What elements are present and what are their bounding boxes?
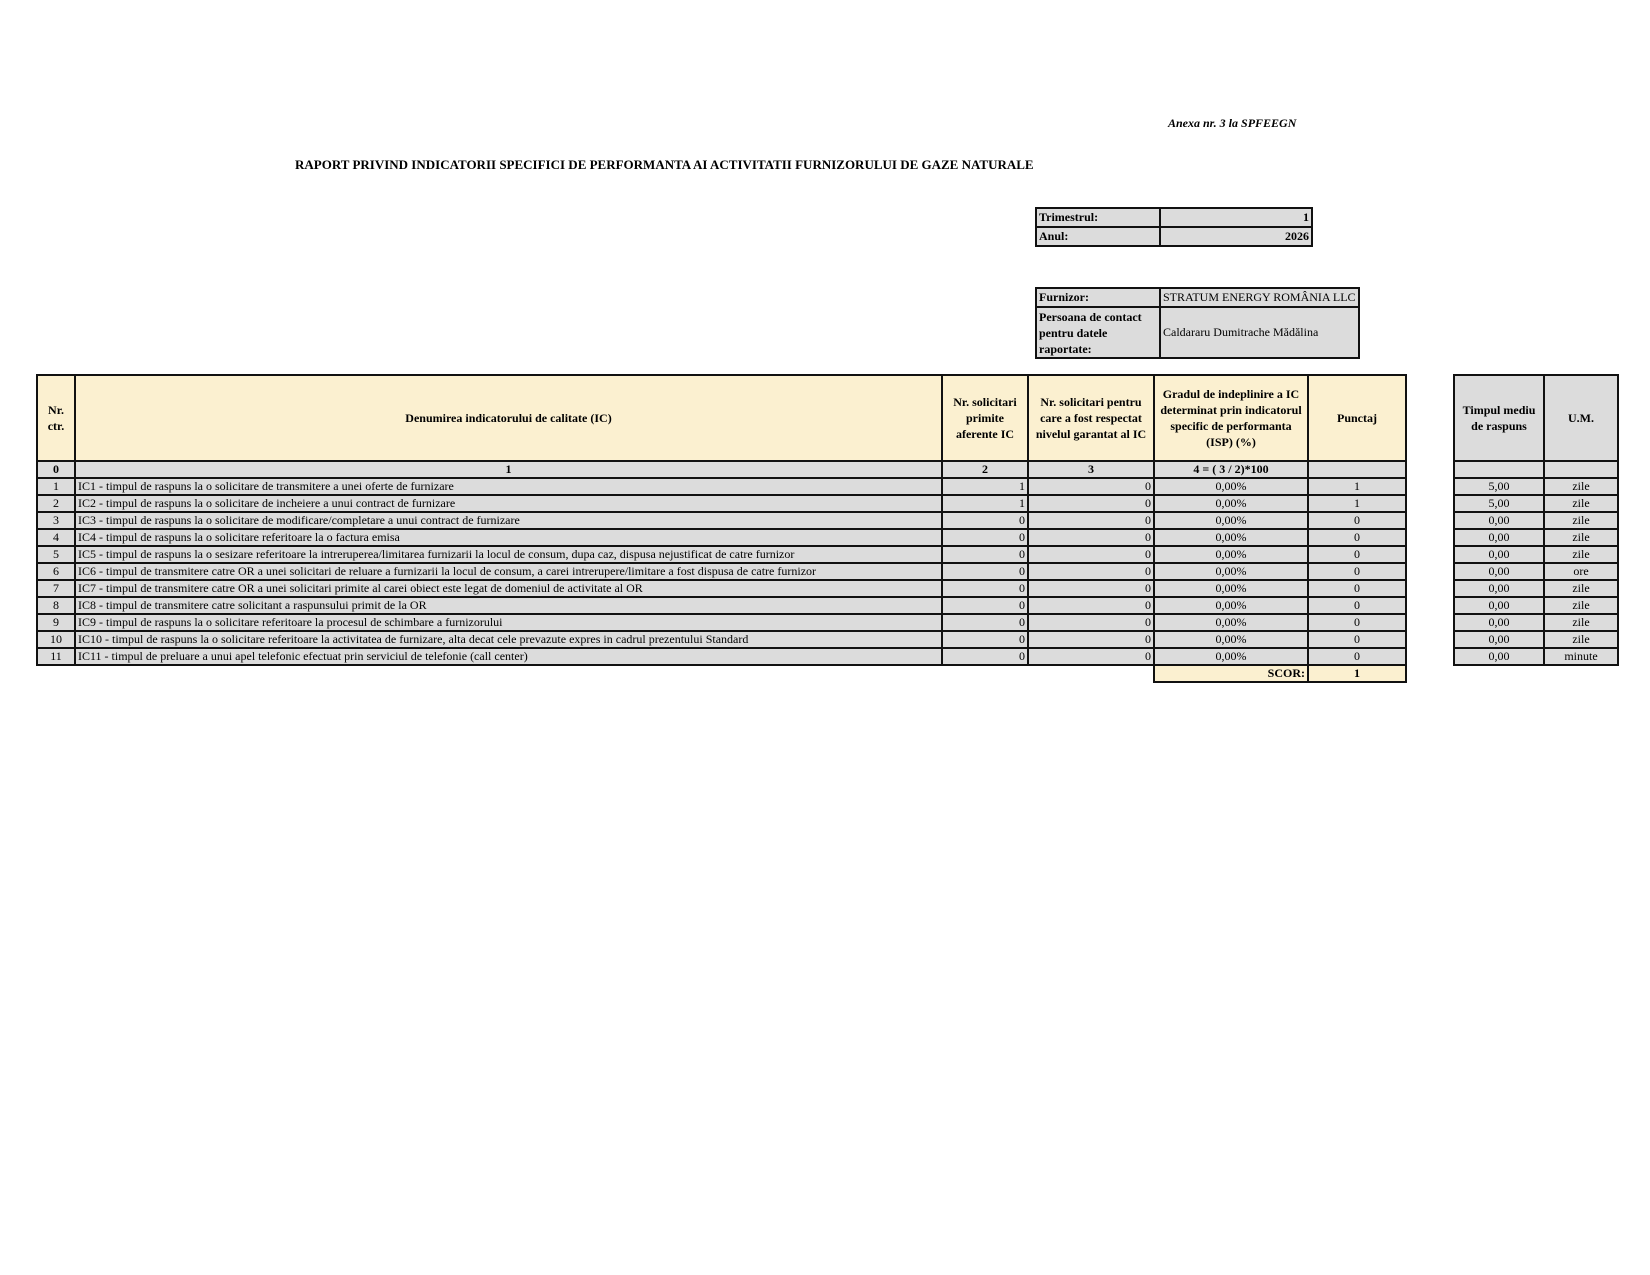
table-row bbox=[1454, 529, 1618, 546]
row-respectat: 0 bbox=[1028, 648, 1154, 665]
row-indicator-name: IC1 - timpul de raspuns la o solicitare de transmitere a unei oferte de furnizare bbox=[75, 478, 942, 495]
row-nr: 10 bbox=[37, 631, 75, 648]
table-row bbox=[1454, 495, 1618, 512]
row-primite: 0 bbox=[942, 512, 1028, 529]
table-row bbox=[37, 478, 1406, 495]
row-timp-mediu: 0,00 bbox=[1454, 529, 1544, 546]
row-grad: 0,00% bbox=[1154, 512, 1308, 529]
row-indicator-name: IC7 - timpul de transmitere catre OR a unei solicitari primite al carei obiect este legat de domeniul de activitate al OR bbox=[75, 580, 942, 597]
table-row bbox=[37, 614, 1406, 631]
indicators-table bbox=[36, 374, 1407, 683]
row-nr: 7 bbox=[37, 580, 75, 597]
anul-value: 2026 bbox=[1160, 227, 1312, 246]
row-indicator-name: IC3 - timpul de raspuns la o solicitare de modificare/completare a unui contract de furnizare bbox=[75, 512, 942, 529]
table-row bbox=[37, 546, 1406, 563]
anexa-label: Anexa nr. 3 la SPFEEGN bbox=[1168, 116, 1297, 130]
row-nr: 3 bbox=[37, 512, 75, 529]
row-indicator-name: IC10 - timpul de raspuns la o solicitare referitoare la activitatea de furnizare, alta decat cele prevazute expres in cadrul prezentului Standard bbox=[75, 631, 942, 648]
furnizor-label: Furnizor: bbox=[1036, 288, 1160, 307]
row-indicator-name: IC9 - timpul de raspuns la o solicitare referitoare la procesul de schimbare a furnizorului bbox=[75, 614, 942, 631]
index-col-3: 3 bbox=[1028, 461, 1154, 478]
row-timp-mediu: 5,00 bbox=[1454, 495, 1544, 512]
table-row bbox=[1454, 546, 1618, 563]
row-timp-mediu: 0,00 bbox=[1454, 648, 1544, 665]
header-timp-mediu: Timpul mediu de raspuns bbox=[1454, 375, 1544, 461]
row-nr: 4 bbox=[37, 529, 75, 546]
table-row bbox=[1454, 563, 1618, 580]
row-indicator-name: IC6 - timpul de transmitere catre OR a unei solicitari de reluare a furnizarii la locul de consum, a carei intrerupere/limitare a fost dispusa de catre furnizor bbox=[75, 563, 942, 580]
table-row bbox=[37, 563, 1406, 580]
row-um: minute bbox=[1544, 648, 1618, 665]
header-grad: Gradul de indeplinire a IC determinat prin indicatorul specific de performanta (ISP) (%) bbox=[1154, 375, 1308, 461]
row-punctaj: 0 bbox=[1308, 648, 1406, 665]
row-primite: 1 bbox=[942, 495, 1028, 512]
row-timp-mediu: 0,00 bbox=[1454, 631, 1544, 648]
score-spacer bbox=[1028, 665, 1154, 682]
index-col-5 bbox=[1308, 461, 1406, 478]
row-timp-mediu: 0,00 bbox=[1454, 546, 1544, 563]
row-grad: 0,00% bbox=[1154, 563, 1308, 580]
period-table bbox=[1035, 207, 1313, 247]
row-primite: 0 bbox=[942, 563, 1028, 580]
row-grad: 0,00% bbox=[1154, 614, 1308, 631]
row-nr: 5 bbox=[37, 546, 75, 563]
row-nr: 1 bbox=[37, 478, 75, 495]
table-row bbox=[1454, 631, 1618, 648]
table-row bbox=[1454, 478, 1618, 495]
row-um: zile bbox=[1544, 597, 1618, 614]
row-indicator-name: IC8 - timpul de transmitere catre solicitant a raspunsului primit de la OR bbox=[75, 597, 942, 614]
row-respectat: 0 bbox=[1028, 614, 1154, 631]
table-row bbox=[37, 580, 1406, 597]
row-nr: 8 bbox=[37, 597, 75, 614]
row-punctaj: 0 bbox=[1308, 631, 1406, 648]
row-punctaj: 1 bbox=[1308, 495, 1406, 512]
table-row bbox=[1454, 580, 1618, 597]
row-grad: 0,00% bbox=[1154, 631, 1308, 648]
row-timp-mediu: 0,00 bbox=[1454, 580, 1544, 597]
header-primite: Nr. solicitari primite aferente IC bbox=[942, 375, 1028, 461]
row-primite: 0 bbox=[942, 631, 1028, 648]
row-primite: 0 bbox=[942, 648, 1028, 665]
row-timp-mediu: 0,00 bbox=[1454, 563, 1544, 580]
header-nr: Nr. ctr. bbox=[37, 375, 75, 461]
table-row bbox=[37, 648, 1406, 665]
response-time-table bbox=[1453, 374, 1619, 666]
row-indicator-name: IC11 - timpul de preluare a unui apel telefonic efectuat prin serviciul de telefonie (call center) bbox=[75, 648, 942, 665]
table-row bbox=[1454, 597, 1618, 614]
row-primite: 0 bbox=[942, 614, 1028, 631]
contact-value: Caldararu Dumitrache Mădălina bbox=[1160, 307, 1359, 358]
row-grad: 0,00% bbox=[1154, 529, 1308, 546]
score-value: 1 bbox=[1308, 665, 1406, 682]
score-spacer bbox=[75, 665, 942, 682]
row-punctaj: 0 bbox=[1308, 580, 1406, 597]
row-respectat: 0 bbox=[1028, 597, 1154, 614]
row-punctaj: 1 bbox=[1308, 478, 1406, 495]
row-punctaj: 0 bbox=[1308, 563, 1406, 580]
row-grad: 0,00% bbox=[1154, 495, 1308, 512]
row-timp-mediu: 0,00 bbox=[1454, 597, 1544, 614]
table-row bbox=[1454, 512, 1618, 529]
row-punctaj: 0 bbox=[1308, 546, 1406, 563]
row-punctaj: 0 bbox=[1308, 597, 1406, 614]
row-um: zile bbox=[1544, 478, 1618, 495]
row-timp-mediu: 0,00 bbox=[1454, 512, 1544, 529]
table-row bbox=[37, 597, 1406, 614]
row-respectat: 0 bbox=[1028, 512, 1154, 529]
row-um: zile bbox=[1544, 512, 1618, 529]
row-um: zile bbox=[1544, 546, 1618, 563]
row-timp-mediu: 0,00 bbox=[1454, 614, 1544, 631]
row-grad: 0,00% bbox=[1154, 580, 1308, 597]
row-respectat: 0 bbox=[1028, 580, 1154, 597]
row-primite: 0 bbox=[942, 529, 1028, 546]
row-timp-mediu: 5,00 bbox=[1454, 478, 1544, 495]
trimestru-value: 1 bbox=[1160, 208, 1312, 227]
row-um: zile bbox=[1544, 580, 1618, 597]
header-respectat: Nr. solicitari pentru care a fost respectat nivelul garantat al IC bbox=[1028, 375, 1154, 461]
side-index-blank bbox=[1454, 461, 1544, 478]
table-row bbox=[37, 529, 1406, 546]
table-row bbox=[1454, 614, 1618, 631]
row-respectat: 0 bbox=[1028, 529, 1154, 546]
row-respectat: 0 bbox=[1028, 495, 1154, 512]
row-nr: 2 bbox=[37, 495, 75, 512]
furnizor-value: STRATUM ENERGY ROMÂNIA LLC bbox=[1160, 288, 1359, 307]
row-indicator-name: IC5 - timpul de raspuns la o sesizare referitoare la intreruperea/limitarea furnizarii la locul de consum, dupa caz, dispusa nejustificat de catre furnizor bbox=[75, 546, 942, 563]
table-row bbox=[37, 631, 1406, 648]
row-um: zile bbox=[1544, 495, 1618, 512]
index-col-0: 0 bbox=[37, 461, 75, 478]
row-punctaj: 0 bbox=[1308, 512, 1406, 529]
header-denumire: Denumirea indicatorului de calitate (IC) bbox=[75, 375, 942, 461]
trimestru-label: Trimestrul: bbox=[1036, 208, 1160, 227]
row-grad: 0,00% bbox=[1154, 648, 1308, 665]
row-grad: 0,00% bbox=[1154, 546, 1308, 563]
row-respectat: 0 bbox=[1028, 563, 1154, 580]
row-indicator-name: IC2 - timpul de raspuns la o solicitare de incheiere a unui contract de furnizare bbox=[75, 495, 942, 512]
score-spacer bbox=[37, 665, 75, 682]
score-label: SCOR: bbox=[1154, 665, 1308, 682]
table-row bbox=[37, 495, 1406, 512]
index-col-4: 4 = ( 3 / 2)*100 bbox=[1154, 461, 1308, 478]
row-respectat: 0 bbox=[1028, 478, 1154, 495]
row-primite: 0 bbox=[942, 546, 1028, 563]
supplier-table bbox=[1035, 287, 1360, 359]
index-col-2: 2 bbox=[942, 461, 1028, 478]
row-um: zile bbox=[1544, 631, 1618, 648]
row-nr: 11 bbox=[37, 648, 75, 665]
row-respectat: 0 bbox=[1028, 631, 1154, 648]
row-um: ore bbox=[1544, 563, 1618, 580]
row-grad: 0,00% bbox=[1154, 597, 1308, 614]
score-spacer bbox=[942, 665, 1028, 682]
header-um: U.M. bbox=[1544, 375, 1618, 461]
row-primite: 0 bbox=[942, 597, 1028, 614]
row-primite: 1 bbox=[942, 478, 1028, 495]
anul-label: Anul: bbox=[1036, 227, 1160, 246]
row-punctaj: 0 bbox=[1308, 529, 1406, 546]
row-um: zile bbox=[1544, 529, 1618, 546]
row-respectat: 0 bbox=[1028, 546, 1154, 563]
table-row bbox=[1454, 648, 1618, 665]
header-punctaj: Punctaj bbox=[1308, 375, 1406, 461]
row-nr: 6 bbox=[37, 563, 75, 580]
row-primite: 0 bbox=[942, 580, 1028, 597]
row-indicator-name: IC4 - timpul de raspuns la o solicitare referitoare la o factura emisa bbox=[75, 529, 942, 546]
index-col-1: 1 bbox=[75, 461, 942, 478]
row-nr: 9 bbox=[37, 614, 75, 631]
row-um: zile bbox=[1544, 614, 1618, 631]
row-punctaj: 0 bbox=[1308, 614, 1406, 631]
row-grad: 0,00% bbox=[1154, 478, 1308, 495]
report-title: RAPORT PRIVIND INDICATORII SPECIFICI DE PERFORMANTA AI ACTIVITATII FURNIZORULUI DE GAZE NATURALE bbox=[295, 157, 1034, 172]
side-index-blank bbox=[1544, 461, 1618, 478]
contact-label: Persoana de contact pentru datele raportate: bbox=[1036, 307, 1160, 358]
table-row bbox=[37, 512, 1406, 529]
